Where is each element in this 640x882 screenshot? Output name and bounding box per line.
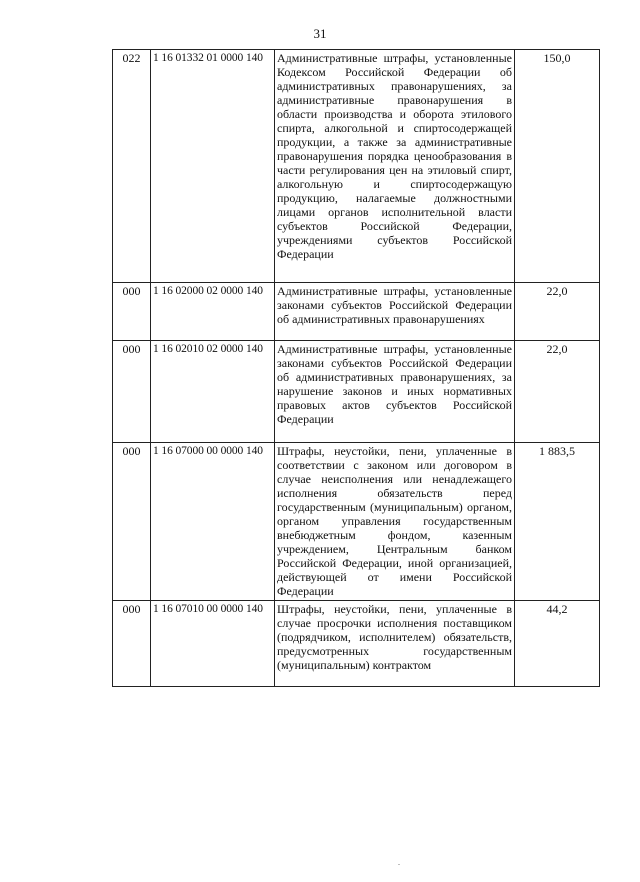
budget-code-cell: 1 16 07010 00 0000 140 [151, 601, 275, 687]
table-row [113, 443, 600, 601]
table-row [113, 601, 600, 687]
table-row [113, 341, 600, 443]
table-row [113, 50, 600, 283]
revenue-name-cell [275, 50, 515, 283]
amount-cell: 150,0 [515, 50, 600, 283]
revenue-name-text: Штрафы, неустойки, пени, уплаченные в соответствии с законом или договором в случае неисполнения или ненадлежащего исполнения обязательств перед государственным (муниципальным) органом, органом управления государственным внебюджетным фондом, казенным учреждением, Центральным банком Российской Федерации, иной организацией, действующей от имени Российской Федерации [277, 444, 512, 598]
budget-code-cell: 1 16 07000 00 0000 140 [151, 443, 275, 601]
admin-code-cell: 022 [113, 50, 151, 283]
revenue-name-cell [275, 341, 515, 443]
amount-cell: 22,0 [515, 341, 600, 443]
admin-code-cell: 000 [113, 443, 151, 601]
revenue-name-cell [275, 601, 515, 687]
revenue-name-text: Административные штрафы, установленные законами субъектов Российской Федерации об административных правонарушениях, за нарушение законов и иных нормативных правовых актов субъектов Российской Федерации [277, 342, 512, 426]
amount-cell: 1 883,5 [515, 443, 600, 601]
revenue-name-cell [275, 443, 515, 601]
revenue-name-text: Административные штрафы, установленные Кодексом Российской Федерации об административных правонарушениях, за административные правонарушения в области производства и оборота этилового спирта, алкогольной и спиртосодержащей продукции, а также за административные правонарушения порядка ценообразования в части регулирования цен на этиловый спирт, алкогольную и спиртосодержащую продукцию, налагаемые должностными лицами органов исполнительной власти субъектов Российской Федерации, учреждениями субъектов Российской Федерации [277, 51, 512, 261]
admin-code-cell: 000 [113, 601, 151, 687]
budget-code-cell: 1 16 01332 01 0000 140 [151, 50, 275, 283]
table-row [113, 283, 600, 341]
revenue-name-text: Административные штрафы, установленные законами субъектов Российской Федерации об административных правонарушениях [277, 284, 512, 326]
admin-code-cell: 000 [113, 283, 151, 341]
footer-mark: . [398, 858, 400, 867]
revenue-name-text: Штрафы, неустойки, пени, уплаченные в случае просрочки исполнения поставщиком (подрядчиком, исполнителем) обязательств, предусмотренных государственным (муниципальным) контрактом [277, 602, 512, 672]
amount-cell: 22,0 [515, 283, 600, 341]
page-number: 31 [313, 26, 327, 41]
budget-revenue-table [112, 49, 600, 687]
budget-code-cell: 1 16 02000 02 0000 140 [151, 283, 275, 341]
revenue-name-cell [275, 283, 515, 341]
admin-code-cell: 000 [113, 341, 151, 443]
amount-cell: 44,2 [515, 601, 600, 687]
budget-code-cell: 1 16 02010 02 0000 140 [151, 341, 275, 443]
